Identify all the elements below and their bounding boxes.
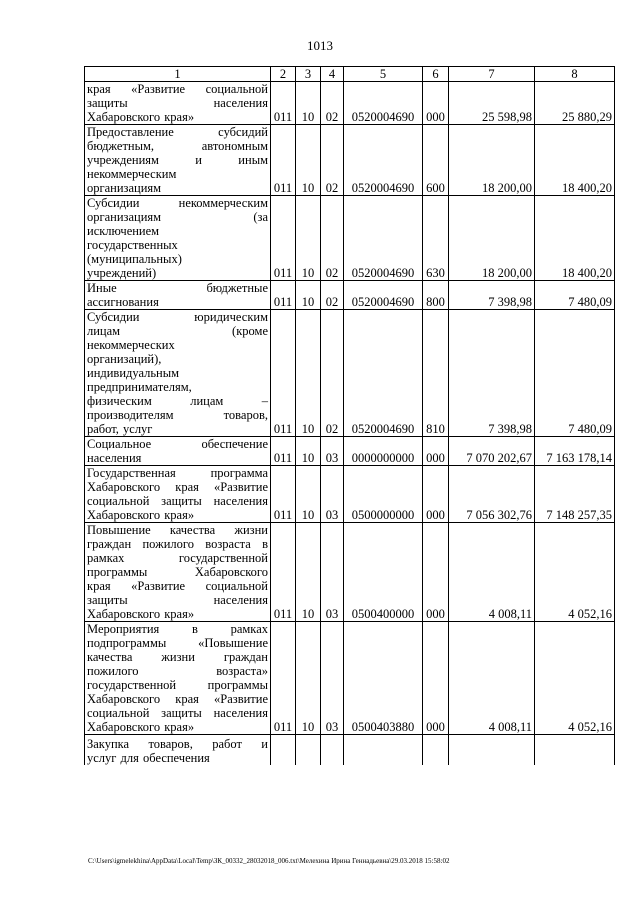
cell-c6: 800: [423, 281, 449, 310]
cell-c4: 02: [321, 281, 344, 310]
cell-c7: 7 398,98: [449, 310, 535, 437]
cell-c2: 011: [271, 281, 296, 310]
description-line: социальной защиты населения: [87, 494, 268, 508]
description-line: края «Развитие социальной: [87, 579, 268, 593]
table-row: [85, 281, 615, 310]
cell-c7: 4 008,11: [449, 622, 535, 735]
row-description: [85, 466, 271, 523]
budget-table: [84, 66, 615, 765]
cell-c6: 600: [423, 125, 449, 196]
cell-c8: [535, 735, 615, 766]
cell-c3: 10: [296, 310, 321, 437]
cell-c3: 10: [296, 523, 321, 622]
row-description: [85, 196, 271, 281]
cell-c8: 25 880,29: [535, 82, 615, 125]
description-line: бюджетным, автономным: [87, 139, 268, 153]
header-cell: 2: [271, 67, 296, 82]
header-cell: 1: [85, 67, 271, 82]
description-line: лицам (кроме: [87, 324, 268, 338]
cell-c5: 0520004690: [344, 196, 423, 281]
cell-c4: 02: [321, 125, 344, 196]
cell-c3: 10: [296, 437, 321, 466]
header-cell: 7: [449, 67, 535, 82]
header-row: [85, 67, 615, 82]
cell-c8: 18 400,20: [535, 196, 615, 281]
description-line: организаций),: [87, 352, 162, 366]
description-line: защиты населения: [87, 96, 268, 110]
cell-c8: 7 480,09: [535, 281, 615, 310]
header-cell: 4: [321, 67, 344, 82]
cell-c7: 7 056 302,76: [449, 466, 535, 523]
description-line: некоммерческим: [87, 167, 177, 181]
table-row: [85, 466, 615, 523]
description-line: государственной программы: [87, 678, 268, 692]
cell-c5: 0520004690: [344, 310, 423, 437]
cell-c5: 0500400000: [344, 523, 423, 622]
cell-c4: 02: [321, 82, 344, 125]
row-description: [85, 622, 271, 735]
cell-c2: 011: [271, 622, 296, 735]
description-line: граждан пожилого возраста в: [87, 537, 268, 551]
cell-c5: 0500000000: [344, 466, 423, 523]
description-line: Субсидии некоммерческим: [87, 196, 268, 210]
description-line: государственных: [87, 238, 178, 252]
table-row: [85, 523, 615, 622]
cell-c7: 18 200,00: [449, 125, 535, 196]
description-line: учреждений): [87, 266, 157, 280]
description-line: Хабаровского края»: [87, 607, 195, 621]
cell-c6: 000: [423, 437, 449, 466]
cell-c4: 02: [321, 196, 344, 281]
cell-c2: 011: [271, 310, 296, 437]
cell-c4: 03: [321, 523, 344, 622]
description-line: рамках государственной: [87, 551, 268, 565]
header-cell: 8: [535, 67, 615, 82]
cell-c6: 000: [423, 523, 449, 622]
page-number: 1013: [307, 38, 333, 53]
cell-c6: 630: [423, 196, 449, 281]
cell-c3: 10: [296, 281, 321, 310]
cell-c3: [296, 735, 321, 766]
description-line: исключением: [87, 224, 160, 238]
description-line: программы Хабаровского: [87, 565, 268, 579]
description-line: Хабаровского края»: [87, 720, 195, 734]
cell-c8: 7 480,09: [535, 310, 615, 437]
cell-c7: 7 070 202,67: [449, 437, 535, 466]
cell-c6: 810: [423, 310, 449, 437]
table-row: [85, 196, 615, 281]
cell-c7: 25 598,98: [449, 82, 535, 125]
header-cell: 3: [296, 67, 321, 82]
cell-c2: 011: [271, 437, 296, 466]
description-line: Предоставление субсидий: [87, 125, 268, 139]
cell-c4: 03: [321, 622, 344, 735]
cell-c5: 0520004690: [344, 82, 423, 125]
table-row: [85, 735, 615, 766]
description-line: услуг для обеспечения: [87, 751, 210, 765]
cell-c2: [271, 735, 296, 766]
description-line: Закупка товаров, работ и: [87, 737, 268, 751]
description-line: производителям товаров,: [87, 408, 268, 422]
description-line: Хабаровского края «Развитие: [87, 480, 268, 494]
cell-c2: 011: [271, 125, 296, 196]
cell-c2: 011: [271, 196, 296, 281]
cell-c3: 10: [296, 82, 321, 125]
header-cell: 5: [344, 67, 423, 82]
description-line: Иные бюджетные: [87, 281, 268, 295]
cell-c7: [449, 735, 535, 766]
cell-c3: 10: [296, 622, 321, 735]
cell-c6: 000: [423, 466, 449, 523]
file-path-footer: C:\Users\igmelekhina\AppData\Local\Temp\ЗК_00332_28032018_006.txt\Мелехина Ирина Геннадьевна\29.03.2018 15:58:02: [88, 857, 450, 865]
description-line: физическим лицам –: [87, 394, 268, 408]
description-line: организациям (за: [87, 210, 268, 224]
description-line: Хабаровского края»: [87, 508, 195, 522]
description-line: (муниципальных): [87, 252, 182, 266]
description-line: края «Развитие социальной: [87, 82, 268, 96]
description-line: Хабаровского края «Развитие: [87, 692, 268, 706]
cell-c2: 011: [271, 82, 296, 125]
description-line: Субсидии юридическим: [87, 310, 268, 324]
description-line: социальной защиты населения: [87, 706, 268, 720]
table-row: [85, 125, 615, 196]
description-line: индивидуальным: [87, 366, 180, 380]
cell-c7: 7 398,98: [449, 281, 535, 310]
description-line: пожилого возраста»: [87, 664, 268, 678]
cell-c2: 011: [271, 466, 296, 523]
description-line: защиты населения: [87, 593, 268, 607]
description-line: Социальное обеспечение: [87, 437, 268, 451]
cell-c4: 03: [321, 466, 344, 523]
cell-c7: 18 200,00: [449, 196, 535, 281]
row-description: [85, 125, 271, 196]
description-line: ассигнования: [87, 295, 159, 309]
description-line: организациям: [87, 181, 162, 195]
cell-c3: 10: [296, 125, 321, 196]
cell-c5: [344, 735, 423, 766]
row-description: [85, 735, 271, 766]
description-line: Хабаровского края»: [87, 110, 195, 124]
table-row: [85, 437, 615, 466]
description-line: Повышение качества жизни: [87, 523, 268, 537]
cell-c8: 18 400,20: [535, 125, 615, 196]
row-description: [85, 281, 271, 310]
cell-c2: 011: [271, 523, 296, 622]
description-line: качества жизни граждан: [87, 650, 268, 664]
row-description: [85, 310, 271, 437]
table-row: [85, 622, 615, 735]
cell-c6: 000: [423, 622, 449, 735]
cell-c5: 0500403880: [344, 622, 423, 735]
cell-c7: 4 008,11: [449, 523, 535, 622]
cell-c8: 4 052,16: [535, 523, 615, 622]
description-line: некоммерческих: [87, 338, 175, 352]
description-line: подпрограммы «Повышение: [87, 636, 268, 650]
cell-c8: 7 148 257,35: [535, 466, 615, 523]
row-description: [85, 523, 271, 622]
description-line: предпринимателям,: [87, 380, 192, 394]
cell-c6: 000: [423, 82, 449, 125]
table-row: [85, 310, 615, 437]
description-line: работ, услуг: [87, 422, 153, 436]
cell-c6: [423, 735, 449, 766]
cell-c3: 10: [296, 466, 321, 523]
cell-c4: 03: [321, 437, 344, 466]
table-row: [85, 82, 615, 125]
description-line: населения: [87, 451, 142, 465]
cell-c8: 7 163 178,14: [535, 437, 615, 466]
cell-c4: 02: [321, 310, 344, 437]
description-line: Государственная программа: [87, 466, 268, 480]
cell-c5: 0000000000: [344, 437, 423, 466]
description-line: учреждениям и иным: [87, 153, 268, 167]
cell-c5: 0520004690: [344, 281, 423, 310]
header-cell: 6: [423, 67, 449, 82]
row-description: [85, 82, 271, 125]
cell-c3: 10: [296, 196, 321, 281]
cell-c4: [321, 735, 344, 766]
row-description: [85, 437, 271, 466]
description-line: Мероприятия в рамках: [87, 622, 268, 636]
cell-c8: 4 052,16: [535, 622, 615, 735]
cell-c5: 0520004690: [344, 125, 423, 196]
